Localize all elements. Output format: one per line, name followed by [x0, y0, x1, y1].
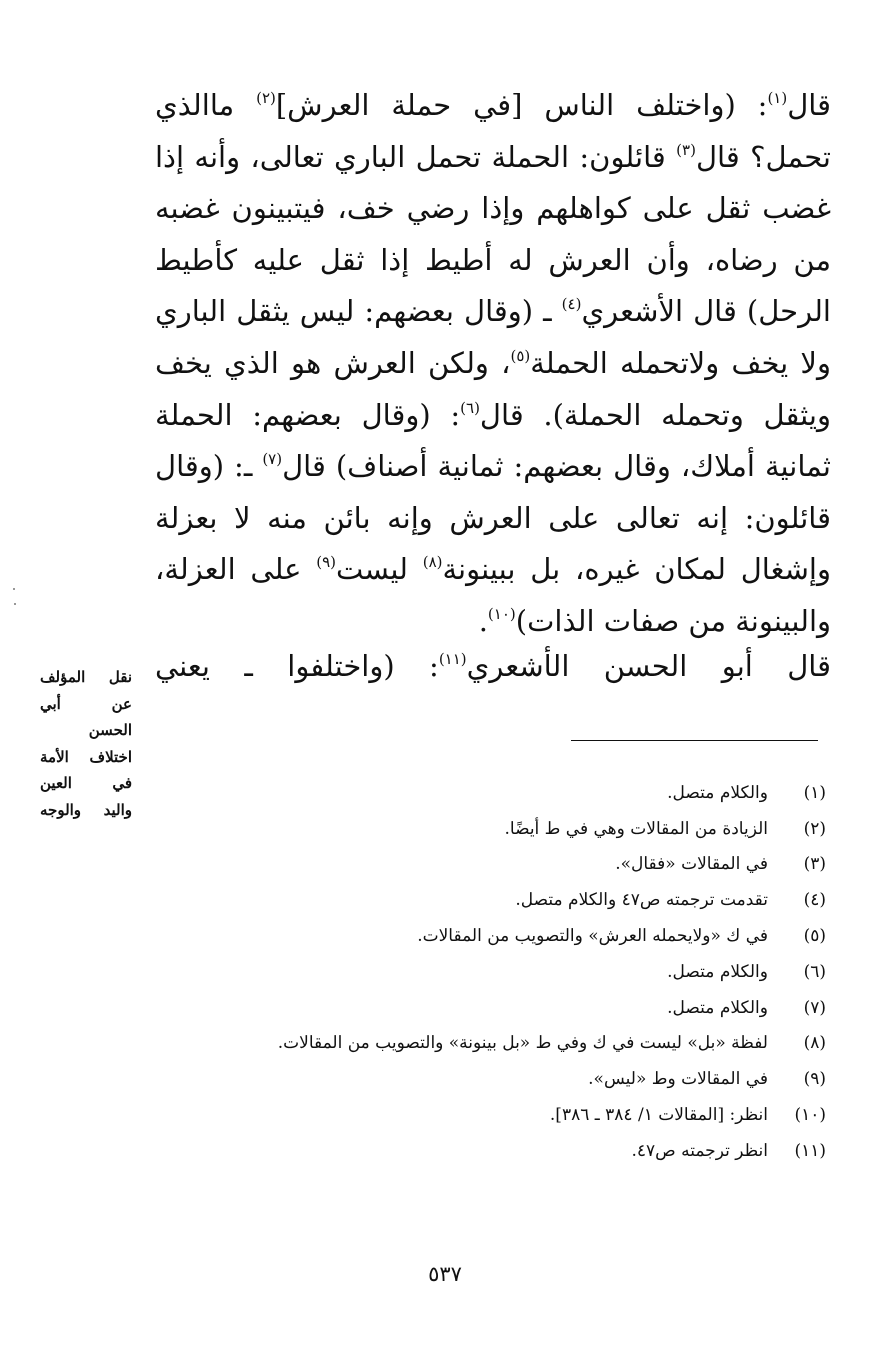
footnote-number: (١١)	[794, 1140, 826, 1161]
footnote-number: (٣)	[803, 854, 826, 875]
footnote	[226, 882, 826, 918]
main-text-last-line: قال أبو الحسن الأشعري$^{(١١)}$: (واختلفوا ـ يعني	[155, 649, 831, 683]
footnote-ref: (١١)	[438, 650, 467, 668]
margin-note-line: اختلاف الأمة	[40, 747, 132, 766]
footnote-ref: (١٠)	[487, 604, 516, 623]
footnote-text: انظر: [المقالات ١/ ٣٨٤ ـ ٣٨٦].	[549, 1105, 768, 1126]
footnote-number: (١)	[803, 782, 826, 803]
scan-speck	[13, 588, 15, 590]
margin-note-line: واليد والوجه	[40, 800, 132, 819]
footnote-ref: (٣)	[676, 140, 696, 159]
main-text-block	[155, 80, 831, 648]
footnote-text: في المقالات وط «ليس».	[588, 1069, 768, 1090]
footnote	[226, 847, 826, 883]
footnote	[226, 1133, 826, 1169]
margin-note-line: عن أبي	[40, 694, 132, 713]
footnote-text: في ك «ولايحمله العرش» والتصويب من المقالات.	[417, 926, 768, 947]
margin-note-line: الحسن	[88, 721, 132, 739]
footnote	[226, 918, 826, 954]
footnote-ref: (٦)	[460, 398, 480, 417]
footnote	[226, 990, 826, 1026]
footnote-number: (٨)	[803, 1033, 826, 1054]
footnote-number: (٢)	[803, 818, 826, 839]
footnote-text: في المقالات «فقال».	[615, 854, 768, 875]
scan-speck	[14, 603, 16, 605]
margin-note-line: نقل المؤلف	[40, 668, 132, 686]
footnote-text: والكلام متصل.	[667, 782, 768, 803]
main-paragraph: قال$^{(١)}$: (واختلف الناس [في حملة العرش]$^{(٢)}$ ماالذي تحمل؟ قال$^{(٣)}$ قائلون: الحملة تحمل الباري تعالى، وأنه إذا غضب ثقل على كواهلهم وإذا رضي خف، فيتبينون غضبه من رضاه، وأن العرش له أطيط إذا ثقل عليه كأطيط الرحل) قال الأشعري$^{(٤)}$ ـ (وقال بعضهم: ليس يثقل الباري ولا يخف ولاتحمله الحملة$^{(٥)}$، ولكن العرش هو الذي يخف ويثقل وتحمله الحملة). قال$^{(٦)}$: (وقال بعضهم: الحملة ثمانية أملاك، وقال بعضهم: ثمانية أصناف) قال$^{(٧)}$ ـ: (وقال قائلون: إنه تعالى على العرش وإنه بائن منه لا بعزلة وإشغال لمكان غيره، بل ببينونة$^{(٨)}$ ليست$^{(٩)}$ على العزلة، والبينونة من صفات الذات)$^{(١٠)}$.	[155, 88, 832, 638]
footnote-ref: (٥)	[510, 346, 531, 365]
footnote	[226, 1097, 826, 1133]
margin-note-line: في العين	[40, 774, 132, 792]
footnote-text: لفظة «بل» ليست في ك وفي ط «بل بينونة» والتصويب من المقالات.	[277, 1033, 768, 1054]
footnote-number: (٧)	[803, 997, 826, 1018]
footnote-ref: (١)	[767, 89, 788, 107]
footnote-divider	[571, 740, 818, 741]
footnote-number: (٤)	[803, 890, 826, 911]
margin-note	[40, 664, 132, 823]
footnotes	[226, 775, 826, 1169]
footnote	[226, 1061, 826, 1097]
footnote-ref: (٧)	[262, 450, 283, 469]
footnote	[226, 954, 826, 990]
footnote	[226, 1026, 826, 1062]
footnote-ref: (٩)	[316, 553, 337, 572]
footnote-number: (٩)	[803, 1069, 826, 1090]
footnote-text: تقدمت ترجمته ص٤٧ والكلام متصل.	[515, 890, 768, 911]
footnote-text: انظر ترجمته ص٤٧.	[631, 1140, 768, 1161]
footnote-number: (٦)	[803, 961, 826, 982]
footnote	[226, 775, 826, 811]
footnote-text: والكلام متصل.	[667, 997, 768, 1018]
footnote-ref: (٨)	[422, 553, 443, 572]
footnote	[226, 811, 826, 847]
page-number: ٥٣٧	[428, 1262, 462, 1286]
footnote-ref: (٤)	[561, 295, 582, 314]
footnote-text: الزيادة من المقالات وهي في ط أيضًا.	[504, 818, 768, 839]
footnote-number: (٥)	[803, 926, 826, 947]
footnote-ref: (٢)	[256, 89, 276, 107]
footnote-number: (١٠)	[794, 1105, 826, 1126]
footnote-text: والكلام متصل.	[667, 961, 768, 982]
